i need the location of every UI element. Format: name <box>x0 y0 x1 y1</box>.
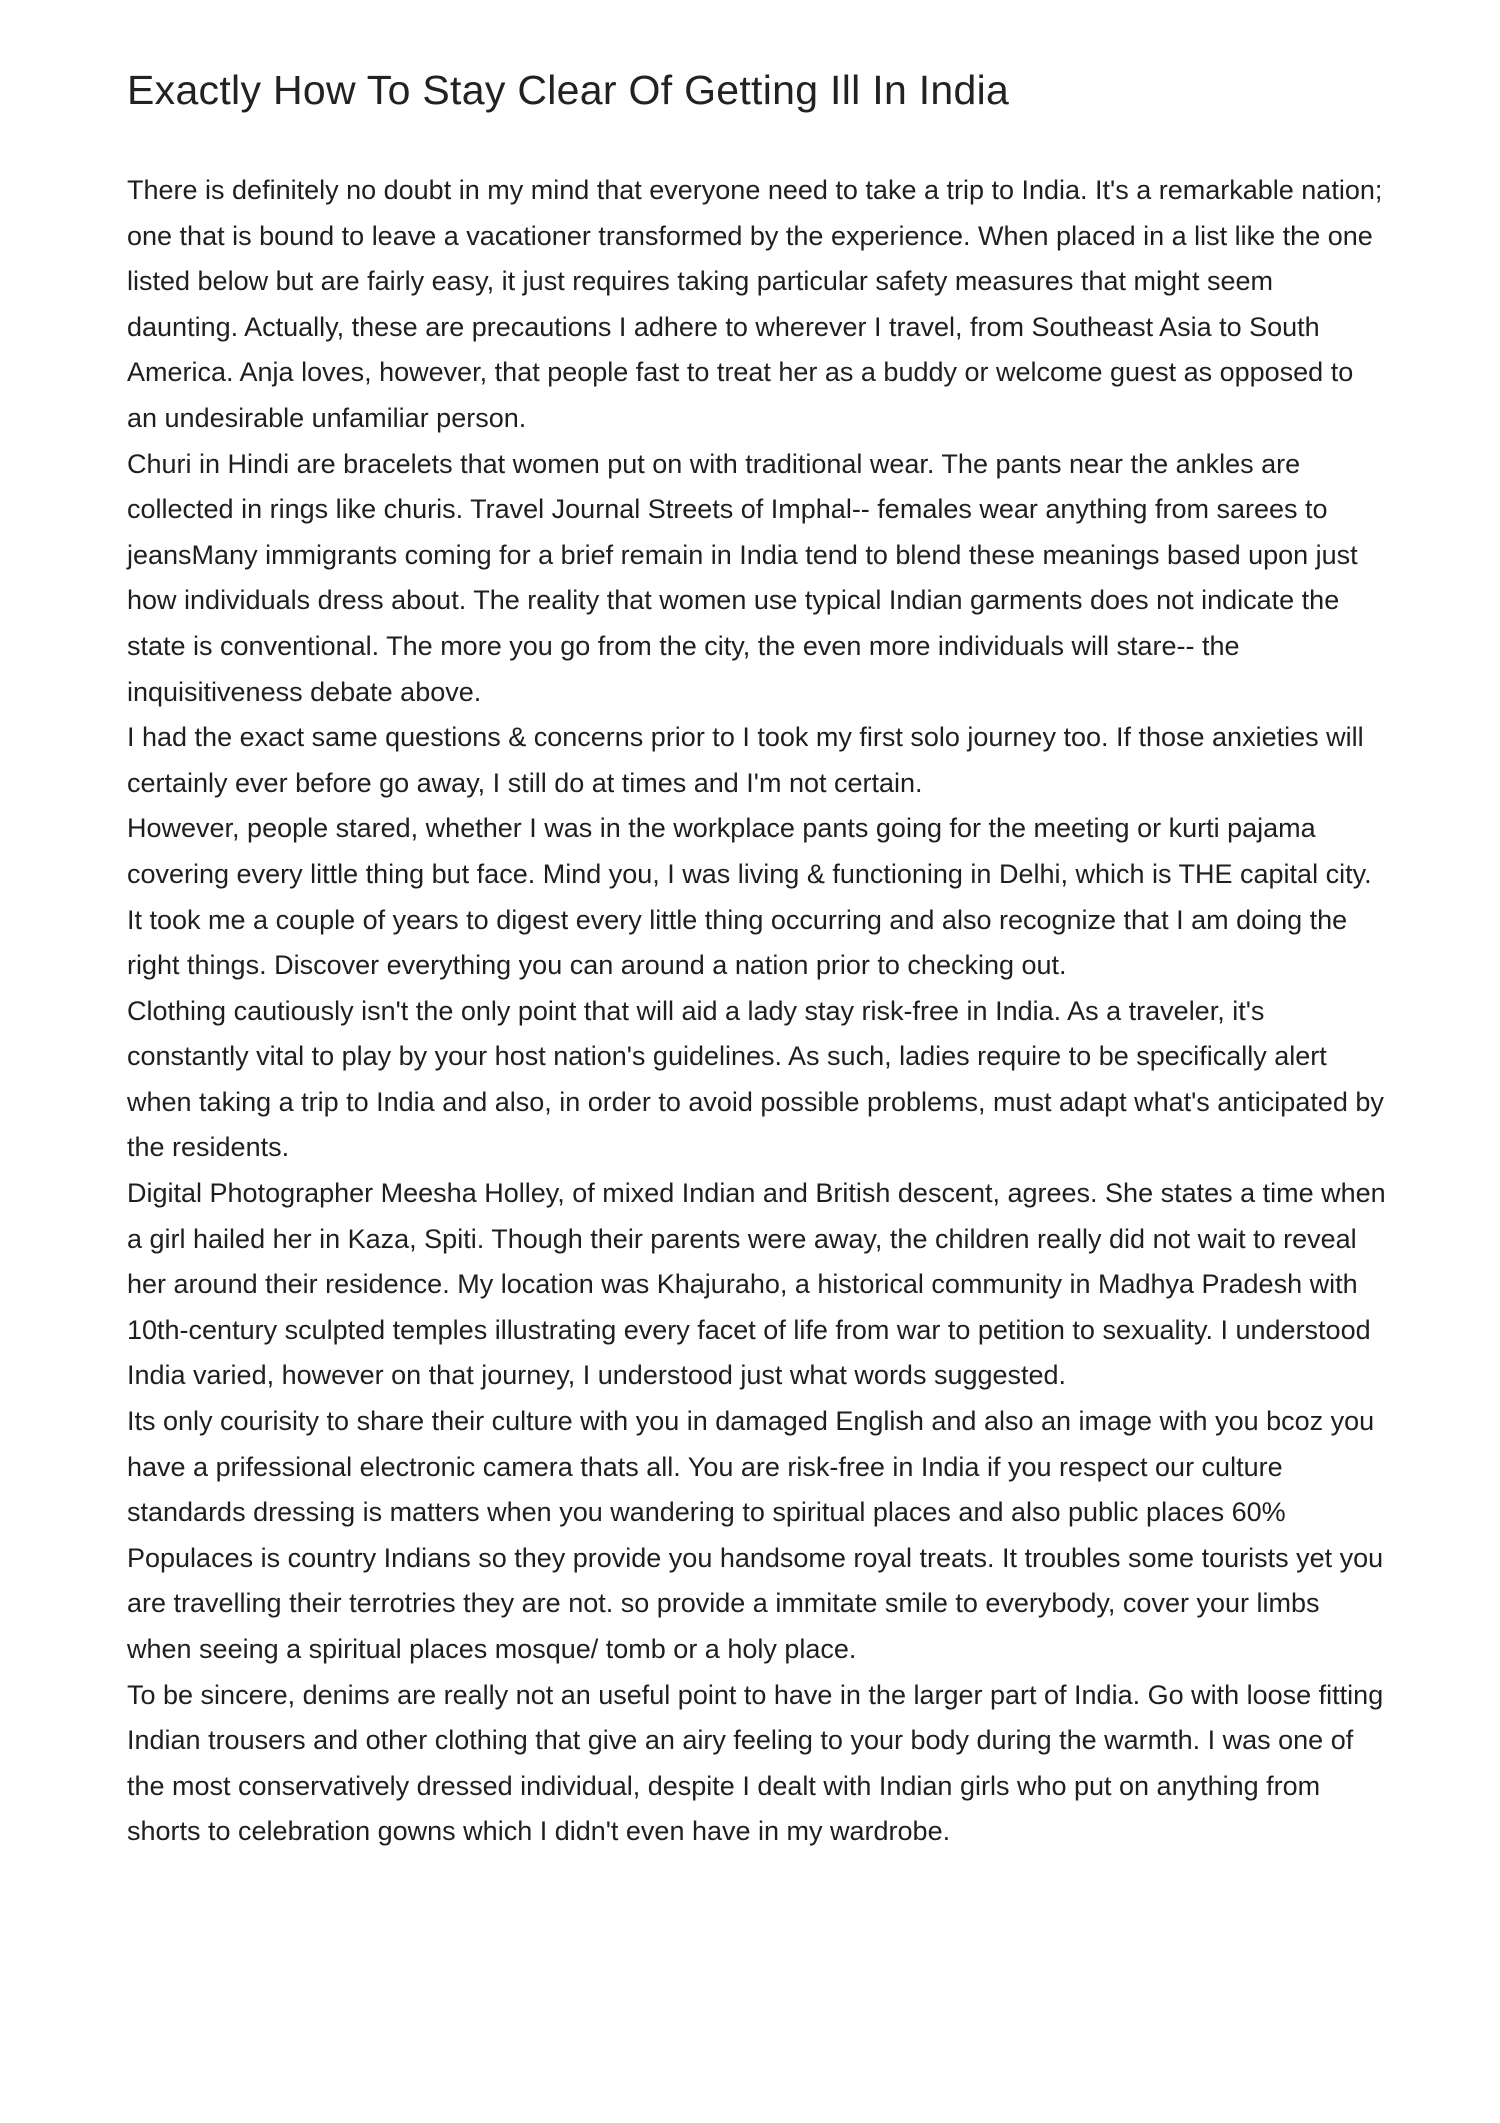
document-title: Exactly How To Stay Clear Of Getting Ill In India <box>127 67 1010 113</box>
document-body <box>127 168 1389 1855</box>
paragraph: However, people stared, whether I was in the workplace pants going for the meeting or kurti pajama covering every little thing but face. Mind you, I was living & functioning in Delhi, which is THE capital city. It took me a couple of years to digest every little thing occurring and also recognize that I am doing the right things. Discover everything you can around a nation prior to checking out. <box>127 813 1372 981</box>
paragraph: I had the exact same questions & concerns prior to I took my first solo journey too. If those anxieties will certainly ever before go away, I still do at times and I'm not certain. <box>127 722 1364 798</box>
paragraph: Digital Photographer Meesha Holley, of mixed Indian and British descent, agrees. She states a time when a girl hailed her in Kaza, Spiti. Though their parents were away, the children really did not wait to reveal her around their residence. My location was Khajuraho, a historical community in Madhya Pradesh with 10th-century sculpted temples illustrating every facet of life from war to petition to sexuality. I understood India varied, however on that journey, I understood just what words suggested. <box>127 1178 1386 1391</box>
paragraph: Clothing cautiously isn't the only point that will aid a lady stay risk-free in India. As a traveler, it's constantly vital to play by your host nation's guidelines. As such, ladies require to be specifically alert when taking a trip to India and also, in order to avoid possible problems, must adapt what's anticipated by the residents. <box>127 995 1384 1163</box>
paragraph: There is definitely no doubt in my mind that everyone need to take a trip to India. It's a remarkable nation; one that is bound to leave a vacationer transformed by the experience. When placed in a list like the one listed below but are fairly easy, it just requires taking particular safety measures that might seem daunting. Actually, these are precautions I adhere to wherever I travel, from Southeast Asia to South America. Anja loves, however, that people fast to treat her as a buddy or welcome guest as opposed to an undesirable unfamiliar person. <box>127 175 1383 433</box>
paragraph: Its only courisity to share their culture with you in damaged English and also an image with you bcoz you have a prifessional electronic camera thats all. You are risk-free in India if you respect our culture standards dressing is matters when you wandering to spiritual places and also public places 60% Populaces is country Indians so they provide you handsome royal treats. It troubles some tourists yet you are travelling their terrotries they are not. so provide a immitate smile to everybody, cover your limbs when seeing a spiritual places mosque/ tomb or a holy place. <box>127 1406 1384 1664</box>
paragraph: To be sincere, denims are really not an useful point to have in the larger part of India. Go with loose fitting Indian trousers and other clothing that give an airy feeling to your body during the warmth. I was one of the most conservatively dressed individual, despite I dealt with Indian girls who put on anything from shorts to celebration gowns which I didn't even have in my wardrobe. <box>127 1679 1384 1847</box>
document-page <box>127 62 1389 1855</box>
paragraph: Churi in Hindi are bracelets that women put on with traditional wear. The pants near the ankles are collected in rings like churis. Travel Journal Streets of Imphal-- females wear anything from sarees to jeansMany immigrants coming for a brief remain in India tend to blend these meanings based upon just how individuals dress about. The reality that women use typical Indian garments does not indicate the state is conventional. The more you go from the city, the even more individuals will stare-- the inquisitiveness debate above. <box>127 448 1358 707</box>
